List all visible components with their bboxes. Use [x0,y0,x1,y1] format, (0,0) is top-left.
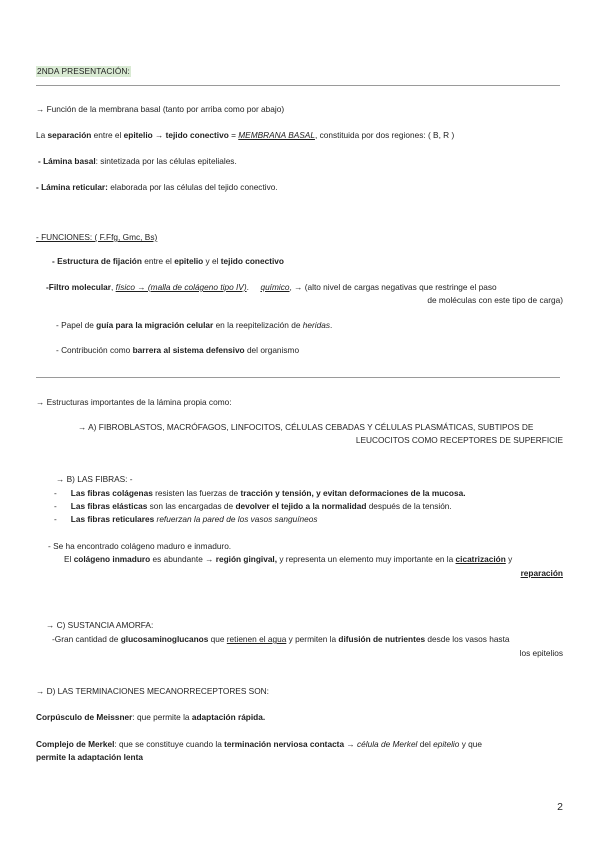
section-b-title: → B) LAS FIBRAS: - [56,474,133,484]
funcion-filtro-cont: de moléculas con este tipo de carga) [427,295,563,305]
merkel-line1: Complejo de Merkel: que se constituye cuando la terminación nerviosa contacta → célula de Merkel del epitelio y que [36,739,482,749]
colageno-line2: El colágeno inmaduro es abundante → región gingival, y representa un elemento muy importante en la cicatrización y [64,554,513,564]
sustancia-amorfa-line2: los epitelios [519,648,563,658]
funcion-barrera: - Contribución como barrera al sistema defensivo del organismo [56,345,300,355]
meissner-line: Corpúsculo de Meissner: que permite la adaptación rápida. [36,712,266,722]
section-a-line2: LEUCOCITOS COMO RECEPTORES DE SUPERFICIE [355,435,563,445]
funciones-title: - FUNCIONES: ( F.Ffg, Gmc, Bs) [36,232,158,242]
page-number: 2 [557,801,563,813]
function-line: → Función de la membrana basal (tanto por arriba como por abajo) [36,104,285,114]
divider [36,85,560,86]
fibra-elastica: - Las fibras elásticas son las encargadas de devolver el tejido a la normalidad después de la tensión. [54,501,452,511]
separation-line: La separación entre el epitelio → tejido conectivo = MEMBRANA BASAL, constituida por dos regiones: ( B, R ) [36,130,455,140]
funcion-guia: - Papel de guía para la migración celular en la reepitelización de heridas. [56,320,333,330]
fibra-reticular: - Las fibras reticulares refuerzan la pared de los vasos sanguíneos [54,514,318,524]
sustancia-amorfa-line1: -Gran cantidad de glucosaminoglucanos que retienen el agua y permiten la difusión de nutrientes desde los vasos hasta [52,634,510,644]
funcion-fijacion: - Estructura de fijación entre el epitelio y el tejido conectivo [52,256,284,266]
lamina-basal: - Lámina basal: sintetizada por las células epiteliales. [38,156,237,166]
section-d-title: → D) LAS TERMINACIONES MECANORRECEPTORES SON: [36,686,269,696]
section-heading: 2NDA PRESENTACIÓN: [37,66,130,76]
merkel-line2: permite la adaptación lenta [36,752,143,762]
lamina-reticular: - Lámina reticular: elaborada por las células del tejido conectivo. [36,182,278,192]
colageno-line3: reparación [520,568,563,578]
lamina-propia-intro: → Estructuras importantes de la lámina propia como: [36,397,232,407]
section-a-line1: → A) FIBROBLASTOS, MACRÓFAGOS, LINFOCITOS, CÉLULAS CEBADAS Y CÉLULAS PLASMÁTICAS, SUBTIPOS DE [78,422,534,432]
section-c-title: → C) SUSTANCIA AMORFA: [46,620,154,630]
divider [36,377,560,378]
fibra-colagena: - Las fibras colágenas resisten las fuerzas de tracción y tensión, y evitan deformaciones de la mucosa. [54,488,466,498]
colageno-line1: - Se ha encontrado colágeno maduro e inmaduro. [48,541,232,551]
funcion-filtro: -Filtro molecular, físico → (malla de colágeno tipo IV). químico, → (alto nivel de cargas negativas que restringe el paso [46,282,497,292]
